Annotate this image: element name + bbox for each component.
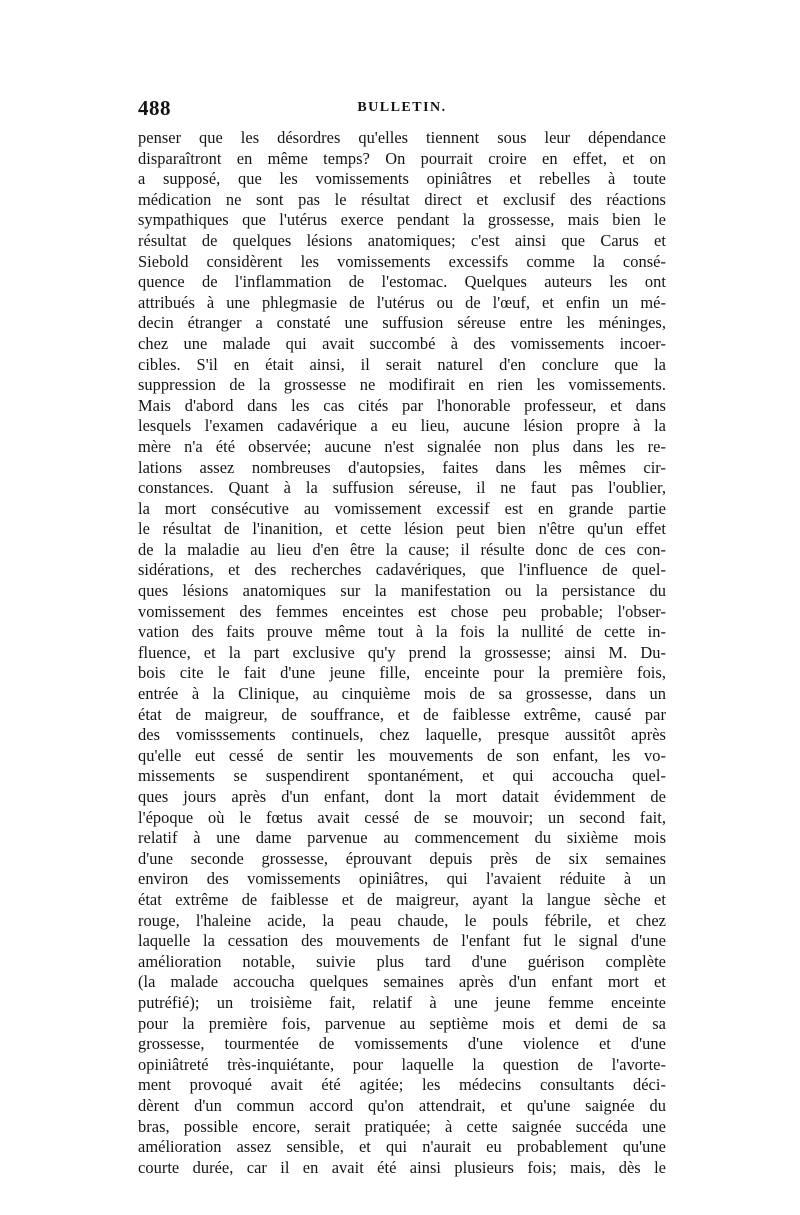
text-line: amélioration notable, suivie plus tard d'une guérison complète bbox=[138, 951, 666, 971]
text-line: Mais d'abord dans les cas cités par l'honorable professeur, et dans bbox=[138, 395, 666, 415]
text-line: dèrent d'un commun accord qu'on attendrait, et qu'une saignée du bbox=[138, 1095, 666, 1115]
text-line: constances. Quant à la suffusion séreuse, il ne faut pas l'oublier, bbox=[138, 478, 666, 498]
text-line: fluence, et la part exclusive qu'y prend la grossesse; ainsi M. Du- bbox=[138, 642, 666, 662]
text-line: lations assez nombreuses d'autopsies, faites dans les mêmes cir- bbox=[138, 457, 666, 477]
text-line: état extrême de faiblesse et de maigreur, ayant la langue sèche et bbox=[138, 889, 666, 909]
text-line: attribués à une phlegmasie de l'utérus ou de l'œuf, et enfin un mé- bbox=[138, 292, 666, 312]
text-line: chez une malade qui avait succombé à des vomissements incoer- bbox=[138, 333, 666, 353]
text-line: médication ne sont pas le résultat direct et exclusif des réactions bbox=[138, 189, 666, 209]
text-line: suppression de la grossesse ne modifirait en rien les vomissements. bbox=[138, 375, 666, 395]
text-line: courte durée, car il en avait été ainsi plusieurs fois; mais, dès le bbox=[138, 1157, 666, 1177]
text-line: vomissement des femmes enceintes est chose peu probable; l'obser- bbox=[138, 601, 666, 621]
text-line: putréfié); un troisième fait, relatif à une jeune femme enceinte bbox=[138, 992, 666, 1012]
text-line: quence de l'inflammation de l'estomac. Quelques auteurs les ont bbox=[138, 272, 666, 292]
text-line: a supposé, que les vomissements opiniâtres et rebelles à toute bbox=[138, 169, 666, 189]
text-line: environ des vomissements opiniâtres, qui l'avaient réduite à un bbox=[138, 869, 666, 889]
text-line: qu'elle eut cessé de sentir les mouvements de son enfant, les vo- bbox=[138, 745, 666, 765]
text-line: penser que les désordres qu'elles tiennent sous leur dépendance bbox=[138, 128, 666, 147]
text-line: entrée à la Clinique, au cinquième mois de sa grossesse, dans un bbox=[138, 684, 666, 704]
page-number: 488 bbox=[138, 96, 171, 120]
text-line: opiniâtreté très-inquiétante, pour laquelle la question de l'avorte- bbox=[138, 1054, 666, 1074]
text-line: bois cite le fait d'une jeune fille, enceinte pour la première fois, bbox=[138, 663, 666, 683]
text-line: sidérations, et des recherches cadavériques, que l'influence de quel- bbox=[138, 560, 666, 580]
text-line: bras, possible encore, serait pratiquée; à cette saignée succéda une bbox=[138, 1116, 666, 1136]
text-line: disparaîtront en même temps? On pourrait croire en effet, et on bbox=[138, 148, 666, 168]
text-line: mère n'a été observée; aucune n'est signalée non plus dans les re- bbox=[138, 436, 666, 456]
text-line: missements se suspendirent spontanément, et qui accoucha quel- bbox=[138, 766, 666, 786]
text-line: de la maladie au lieu d'en être la cause; il résulte donc de ces con- bbox=[138, 539, 666, 559]
running-head bbox=[138, 96, 666, 126]
text-line: rouge, l'haleine acide, la peau chaude, le pouls fébrile, et chez bbox=[138, 910, 666, 930]
text-line: amélioration assez sensible, et qui n'aurait eu probablement qu'une bbox=[138, 1137, 666, 1157]
running-title: BULLETIN. bbox=[357, 100, 447, 115]
text-line: (la malade accoucha quelques semaines après d'un enfant mort et bbox=[138, 972, 666, 992]
text-line: cibles. S'il en était ainsi, il serait naturel d'en conclure que la bbox=[138, 354, 666, 374]
text-line: des vomisssements continuels, chez laquelle, presque aussitôt après bbox=[138, 725, 666, 745]
text-line: la mort consécutive au vomissement excessif est en grande partie bbox=[138, 498, 666, 518]
text-line: laquelle la cessation des mouvements de l'enfant fut le signal d'une bbox=[138, 931, 666, 951]
text-line: pour la première fois, parvenue au septième mois et demi de sa bbox=[138, 1013, 666, 1033]
text-line: l'époque où le fœtus avait cessé de se mouvoir; un second fait, bbox=[138, 807, 666, 827]
text-line: ques jours après d'un enfant, dont la mort datait évidemment de bbox=[138, 787, 666, 806]
text-line: relatif à une dame parvenue au commencement du sixième mois bbox=[138, 828, 666, 848]
body-text bbox=[138, 128, 666, 1178]
text-line: lesquels l'examen cadavérique a eu lieu, aucune lésion propre à la bbox=[138, 416, 666, 436]
text-line: le résultat de l'inanition, et cette lésion peut bien n'être qu'un effet bbox=[138, 519, 666, 539]
text-line: grossesse, tourmentée de vomissements d'une violence et d'une bbox=[138, 1034, 666, 1054]
text-line: ment provoqué avait été agitée; les médecins consultants déci- bbox=[138, 1075, 666, 1095]
text-line: état de maigreur, de souffrance, et de faiblesse extrême, causé par bbox=[138, 704, 666, 724]
text-line: decin étranger a constaté une suffusion séreuse entre les méninges, bbox=[138, 313, 666, 333]
text-line: résultat de quelques lésions anatomiques; c'est ainsi que Carus et bbox=[138, 230, 666, 250]
text-line: Siebold considèrent les vomissements excessifs comme la consé- bbox=[138, 251, 666, 271]
text-line: ques lésions anatomiques sur la manifestation ou la persistance du bbox=[138, 581, 666, 601]
text-line: d'une seconde grossesse, éprouvant depuis près de six semaines bbox=[138, 848, 666, 868]
text-line: vation des faits prouve même tout à la fois la nullité de cette in- bbox=[138, 622, 666, 642]
book-page bbox=[138, 96, 666, 1178]
text-line: sympathiques que l'utérus exerce pendant la grossesse, mais bien le bbox=[138, 210, 666, 230]
